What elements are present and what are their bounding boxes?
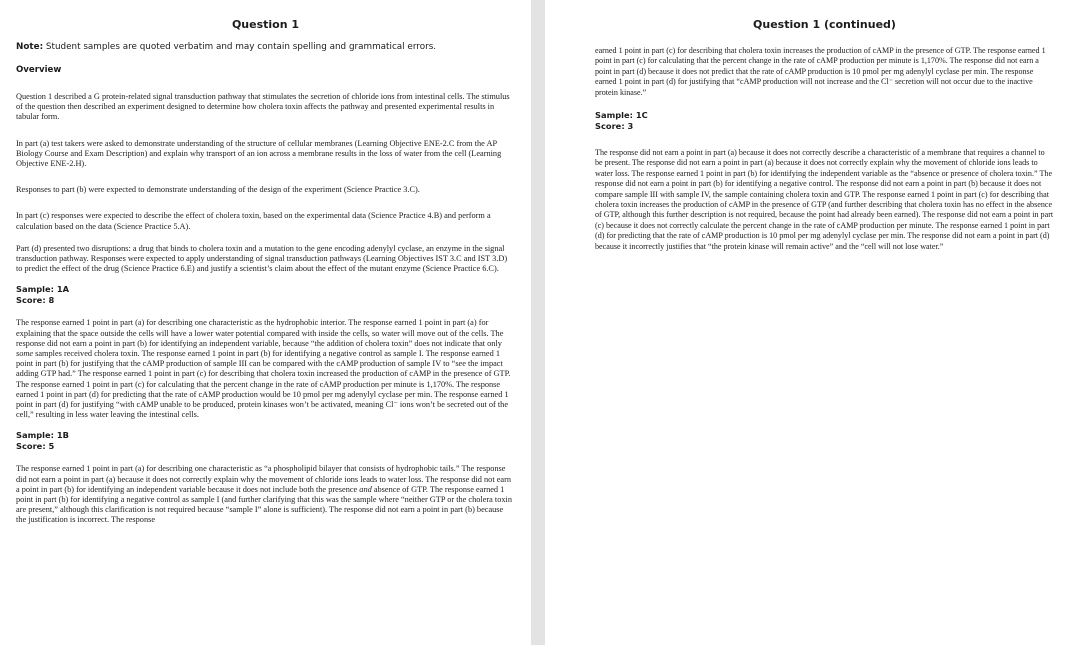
overview-heading: Overview <box>16 65 62 75</box>
overview-paragraph-4: In part (c) responses were expected to describe the effect of cholera toxin, based on the experimental data (Science Practice 4.B) and perform a calculation based on the data (Science Practice 5.A). <box>16 211 491 231</box>
document-page-left <box>0 0 531 645</box>
sample-1a-text-b: samples received cholera toxin. The response earned 1 point in part (b) for identifying a negative control as sample I. The response earned 1 point in part (b) for justifying that the cAMP production of sample III can be compared with the cAMP production of sample IV to “see the impact adding GTP had.” The response earned 1 point in part (c) for describing that cholera toxin increased the production of cAMP in the presence of GTP. The response earned 1 point in part (c) for calculating that the percent change in the rate of cAMP production per minute is 1,170%. The response earned 1 point in part (d) for predicting that the rate of cAMP production would be 10 pmol per mg adenylyl cyclase per min. The response earned 1 point in part (d) for justifying “with cAMP unable to be produced, protein kinases won’t be activated, meaning Cl⁻ ions won’t be secreted out of the cell,” resulting in less water leaving the intestinal cells. <box>16 349 511 420</box>
sample-1b-score: Score: 5 <box>16 441 55 452</box>
sample-1c-label: Sample: 1C <box>595 110 648 121</box>
sample-1b-commentary-continued: earned 1 point in part (c) for describing that cholera toxin increases the production of cAMP in the presence of GTP. The response earned 1 point in part (c) for calculating that the percent change in the rate of cAMP production per minute is 1,170%. The response did not earn a point in part (d) because it does not predict that the rate of cAMP production is 10 pmol per mg adenylyl cyclase per min. The response earned 1 point in part (d) for justifying that “cAMP production will not increase and the Cl⁻ secretion will not occur due to the inactive protein kinase.” <box>595 46 1046 97</box>
page-title: Question 1 <box>231 18 300 31</box>
sample-1c-score: Score: 3 <box>595 121 634 132</box>
overview-paragraph-5: Part (d) presented two disruptions: a drug that binds to cholera toxin and a mutation to the gene encoding adenylyl cyclase, an enzyme in the signal transduction pathway. Responses were expected to apply understanding of signal transduction pathways (Learning Objectives IST 3.C and IST 3.D) to predict the effect of the drug (Science Practice 6.E) and justify a scientist’s claim about the effect of the mutant enzyme (Science Practice 6.C). <box>16 243 508 274</box>
sample-1a-text-a: The response earned 1 point in part (a) for describing one characteristic as the hydrophobic interior. The response earned 1 point in part (a) for explaining that the space outside the cells will have a lower water potential compared with inside the cells, so water will move out of the cells. The response did not earn a point in part (b) for identifying an independent variable, because “the addition of cholera toxin” does not indicate that only <box>16 318 504 348</box>
sample-1b-emphasis: and <box>359 484 372 494</box>
sample-1b-heading <box>16 430 515 452</box>
sample-1a-commentary <box>16 318 515 420</box>
sample-1c-commentary: The response did not earn a point in part (a) because it does not correctly describe a characteristic of a membrane that requires a channel to be present. The response did not earn a point in part (a) because it does not correctly explain why the movement of chloride ions leads to water loss. The response earned 1 point in part (b) for identifying the independent variable as the “absence or presence of cholera toxin.” The response did not earn a point in part (b) for identifying a negative control. The response did not earn a point in part (b) because it does not compare sample III with sample IV, the sample containing cholera toxin and GTP. The response earned 1 point in part (c) for describing that cholera toxin increases the production of cAMP in the presence of GTP (and further describing that cholera toxin has no effect in the absence of GTP, although this further description is not required, because the point had already been earned). The response did not earn a point in part (c) because it does not correctly calculate the percent change in the rate of cAMP production per minute. The response earned 1 point in part (d) for predicting that the rate of cAMP production is 10 pmol per mg adenylyl cyclase per min. The response did not earn a point in part (d) because it incorrectly justifies that “the protein kinase will remain active” and the “cell will not lose water.” <box>595 148 1054 251</box>
page-title-continued: Question 1 (continued) <box>753 18 896 31</box>
sample-1b-text-a: The response earned 1 point in part (a) for describing one characteristic as “a phospholipid bilayer that consists of hydrophobic tails.” The response did not earn a point in part (a) because it does not correctly explain why the movement of chloride ions leads to water loss. The response did not earn a point in part (b) for identifying an independent variable because it does not include both the presence <box>16 464 511 494</box>
note-label: Note: <box>16 42 44 52</box>
sample-1b-commentary <box>16 464 515 525</box>
document-page-right <box>545 0 1080 645</box>
sample-1a-score: Score: 8 <box>16 295 55 306</box>
sample-1b-text-b: absence of GTP. The response earned 1 point in part (b) for identifying a negative control as sample I (and further clarifying that this was the sample where “neither GTP or the cholera toxin are present,” although this clarification is not required because “sample I” alone is sufficient). The response did not earn a point in part (b) because the justification is incorrect. The response <box>16 484 512 525</box>
sample-1a-label: Sample: 1A <box>16 284 70 295</box>
sample-1a-heading <box>16 284 515 306</box>
overview-paragraph-2: In part (a) test takers were asked to demonstrate understanding of the structure of cellular membranes (Learning Objective ENE-2.C from the AP Biology Course and Exam Description) and explain why transport of an ion across a membrane results in the loss of water from the cell (Learning Objective ENE-2.H). <box>16 138 502 169</box>
overview-paragraph-3: Responses to part (b) were expected to demonstrate understanding of the design of the experiment (Science Practice 3.C). <box>16 185 420 195</box>
sample-1a-emphasis: some <box>16 349 34 359</box>
sample-1c-heading <box>595 110 1054 132</box>
sample-1b-label: Sample: 1B <box>16 430 69 441</box>
overview-paragraph-1: Question 1 described a G protein-related signal transduction pathway that stimulates the secretion of chloride ions from intestinal cells. The stimulus of the question then described an experiment designed to determine how cholera toxin affects the pathway and presented experimental results in tabular form. <box>16 92 510 122</box>
note-line <box>16 42 515 56</box>
note-text: Student samples are quoted verbatim and may contain spelling and grammatical errors. <box>45 42 437 52</box>
